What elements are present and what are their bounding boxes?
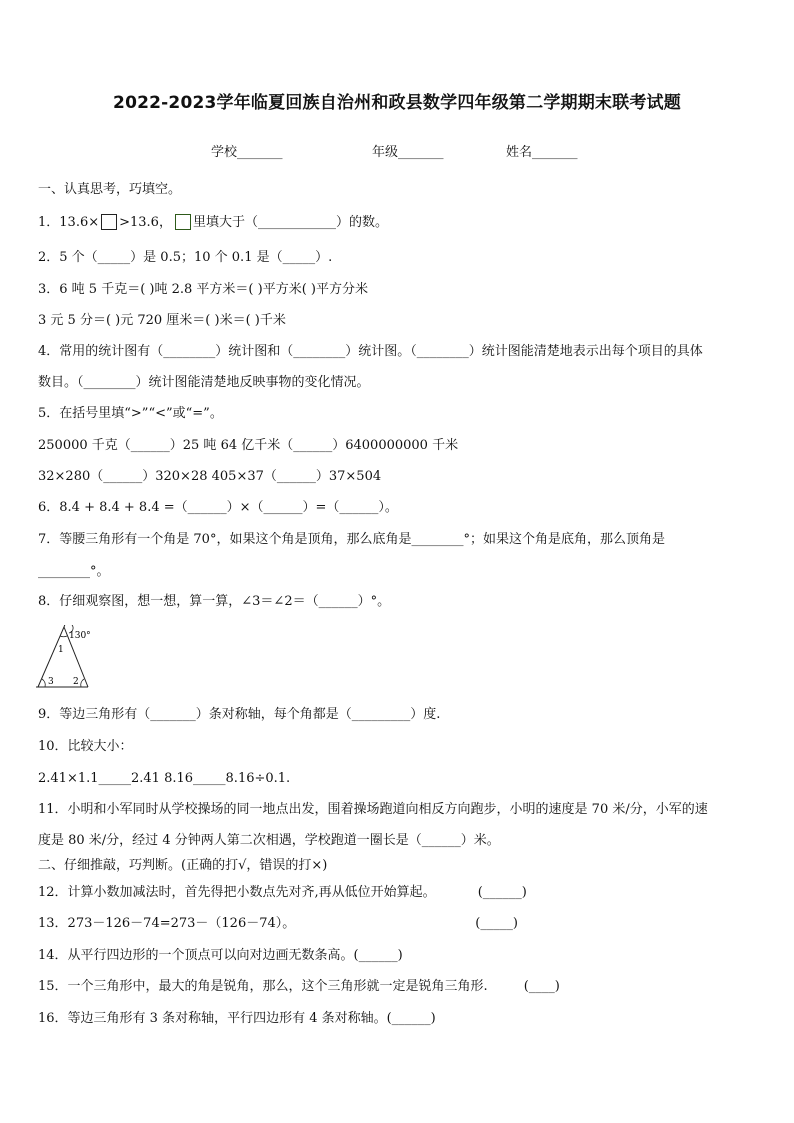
triangle-extension [64, 625, 67, 627]
question-5: 5．在括号里填“>”“<”或“=”。 [38, 406, 223, 421]
angle-3-arc [42, 679, 45, 687]
question-15-text: 15．一个三角形中，最大的角是锐角，那么，这个三角形就一定是锐角三角形. [38, 979, 488, 994]
grade-field: 年级_______ [372, 145, 444, 160]
question-15-blank: (____) [523, 979, 560, 994]
triangle-figure [36, 625, 100, 691]
question-2: 2．5 个（_____）是 0.5；10 个 0.1 是（_____）. [38, 250, 333, 265]
question-4-line-2: 数目。（________）统计图能清楚地反映事物的变化情况。 [38, 375, 370, 390]
question-10-row: 2.41×1.1_____2.41 8.16_____8.16÷0.1. [38, 771, 291, 786]
angle-1-arc [60, 636, 67, 637]
angle-2-label: 2 [73, 677, 79, 687]
question-1-part-c: 里填大于（____________）的数。 [192, 215, 388, 230]
section-heading-1: 一、认真思考，巧填空。 [38, 182, 182, 197]
question-11-line-2: 度是 80 米/分，经过 4 分钟两人第二次相遇，学校跑道一圈长是（______）米。 [38, 833, 500, 848]
question-14: 14．从平行四边形的一个顶点可以向对边画无数条高。(______) [38, 948, 403, 963]
answer-box-green [175, 214, 191, 230]
angle-3-label: 3 [48, 677, 54, 687]
question-13-blank: (_____) [475, 916, 518, 931]
question-12 [38, 885, 527, 901]
question-16: 16．等边三角形有 3 条对称轴，平行四边形有 4 条对称轴。(______) [38, 1011, 436, 1026]
question-13-text: 13．273－126－74=273－（126－74）。 [38, 916, 296, 931]
name-field: 姓名_______ [506, 145, 578, 160]
angle-2-arc [81, 679, 84, 687]
question-1 [38, 214, 388, 231]
question-7-line-1: 7．等腰三角形有一个角是 70°，如果这个角是顶角，那么底角是________°；如果这个角是底角，那么顶角是 [38, 532, 665, 547]
question-3-line-2: 3 元 5 分＝( )元 720 厘米＝( )米＝( )千米 [38, 313, 286, 328]
question-11-line-1: 11．小明和小军同时从学校操场的同一地点出发，围着操场跑道向相反方向跑步，小明的速度是 70 米/分，小军的速 [38, 802, 708, 817]
question-5-row-1: 250000 千克（______）25 吨 64 亿千米（______）6400000000 千米 [38, 438, 459, 453]
question-15 [38, 979, 560, 995]
question-1-part-a: 1．13.6× [38, 215, 100, 230]
question-7-line-2: ________°。 [38, 564, 110, 579]
question-1-part-b: >13.6， [119, 215, 172, 230]
question-3-line-1: 3．6 吨 5 千克＝( )吨 2.8 平方米＝( )平方米( )平方分米 [38, 282, 368, 297]
question-10: 10．比较大小： [38, 739, 133, 754]
question-12-text: 12．计算小数加减法时，首先得把小数点先对齐,再从低位开始算起。 [38, 885, 436, 900]
school-field: 学校_______ [211, 145, 283, 160]
question-8: 8．仔细观察图，想一想，算一算，∠3＝∠2＝（______）°。 [38, 594, 391, 609]
question-6: 6．8.4 + 8.4 + 8.4 =（______）×（______）=（______）。 [38, 500, 398, 515]
angle-1-label: 1 [58, 645, 64, 655]
page-title: 2022-2023学年临夏回族自治州和政县数学四年级第二学期期末联考试题 [113, 93, 681, 113]
section-heading-2: 二、仔细推敲，巧判断。(正确的打√，错误的打×) [38, 858, 328, 873]
answer-box [101, 214, 117, 230]
question-4-line-1: 4．常用的统计图有（________）统计图和（________）统计图。（________）统计图能清楚地表示出每个项目的具体 [38, 344, 703, 359]
question-5-row-2: 32×280（______）320×28 405×37（______）37×504 [38, 469, 382, 484]
question-9: 9．等边三角形有（_______）条对称轴，每个角都是（_________）度. [38, 707, 441, 722]
question-13 [38, 916, 518, 932]
angle-130-label: 130° [69, 631, 91, 641]
question-12-blank: (______) [477, 885, 527, 900]
